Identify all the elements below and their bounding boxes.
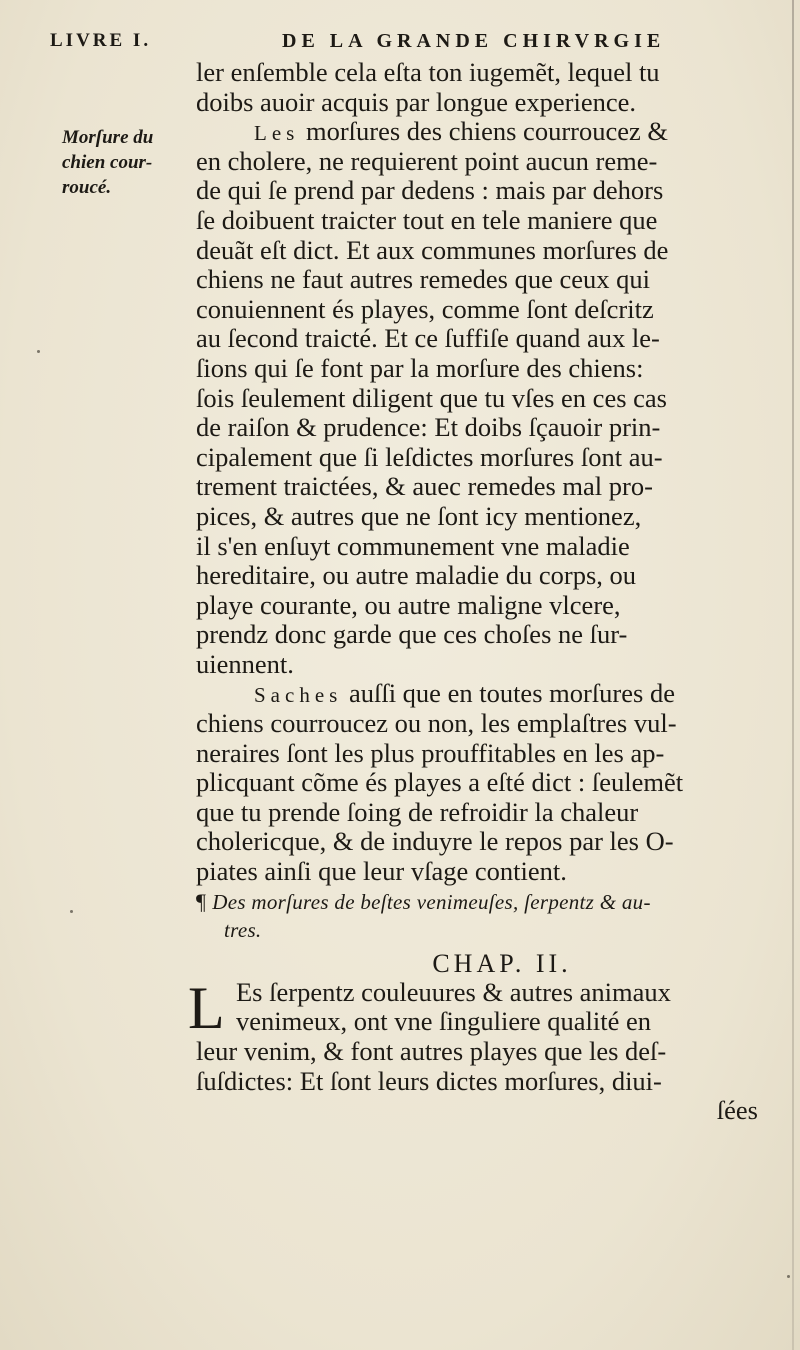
ink-speck [70,910,73,913]
ink-speck [37,350,40,353]
text-line: chiens courroucez ou non, les emplaſtres vul- [196,708,677,739]
paragraph-start-line [196,679,768,709]
text-fragment: morſures des chiens courroucez & [305,116,668,147]
text-line: ſuſdictes: Et ſont leurs dictes morſures, diui- [196,1065,662,1096]
text-line: ſe doibuent traicter tout en tele maniere que [196,204,658,235]
page-edge-line [792,0,794,1350]
rubric-text: Des morſures de beſtes venimeuſes, ſerpentz & au- [212,889,651,914]
text-line: chiens ne faut autres remedes que ceux qui [196,264,650,295]
section-rubric-cont: tres. [224,918,262,943]
ink-speck [787,1275,790,1278]
margin-note-line: chien cour- [62,152,153,173]
running-head-left: LIVRE I. [50,30,152,51]
text-line: doibs auoir acquis par longue experience. [196,86,637,117]
small-caps-word: Saches [254,683,343,708]
drop-cap: L [188,974,225,1041]
text-line: deuãt eſt dict. Et aux communes morſures de [196,234,669,265]
text-line: neraires ſont les plus prouffitables en les ap- [196,737,665,768]
text-line: cipalement que ſi leſdictes morſures ſont au- [196,441,663,472]
text-line: piates ainſi que leur vſage contient. [196,856,567,887]
text-line: ler enſemble cela eſta ton iugemẽt, lequel tu [196,57,660,87]
text-line: playe courante, ou autre maligne vlcere, [196,589,621,620]
margin-note-line: roucé. [62,177,112,198]
main-text-block [188,57,768,1126]
catchword: ſées [716,1095,758,1126]
text-line: venimeux, ont vne ſinguliere qualité en [236,1006,652,1037]
pilcrow-icon: ¶ [196,888,207,914]
text-line: ſois ſeulement diligent que tu vſes en ces cas [196,382,667,413]
text-line: leur venim, & font autres playes que les deſ- [196,1036,667,1066]
text-line: uiennent. [196,648,294,679]
text-line: trement traictées, & auec remedes mal pro- [196,471,653,502]
margin-note-line: Morſure du [62,127,154,148]
running-head-title: DE LA GRANDE CHIRVRGIE [282,30,666,52]
chapter-heading: CHAP. II. [432,948,572,978]
text-line: pices, & autres que ne ſont icy mentionez, [196,500,642,531]
text-line: hereditaire, ou autre maladie du corps, ou [196,560,637,591]
paragraph-start-line [196,117,768,147]
text-line: cholericque, & de induyre le repos par les O- [196,826,674,857]
text-fragment: Es ſerpentz couleuures & autres animaux [236,976,671,1007]
text-fragment: auſſi que en toutes morſures de [348,678,675,709]
text-line: conuiennent és playes, comme ſont deſcritz [196,293,654,324]
text-line: prendz donc garde que ces choſes ne ſur- [196,619,628,650]
text-line: de qui ſe prend par dedens : mais par dehors [196,175,664,206]
text-line: que tu prende ſoing de refroidir la chaleur [196,796,639,827]
text-line: ſions qui ſe font par la morſure des chiens: [196,352,644,383]
section-rubric [196,887,768,917]
small-caps-word: Les [254,121,300,146]
text-line: au ſecond traicté. Et ce ſuffiſe quand aux le- [196,323,660,354]
text-line: plicquant cõme és playes a eſté dict : ſeulemẽt [196,767,684,798]
text-line: en cholere, ne requierent point aucun reme- [196,145,658,176]
margin-note [62,125,192,200]
text-line: de raiſon & prudence: Et doibs ſçauoir prin- [196,412,661,443]
text-line: il s'en enſuyt communement vne maladie [196,530,630,561]
